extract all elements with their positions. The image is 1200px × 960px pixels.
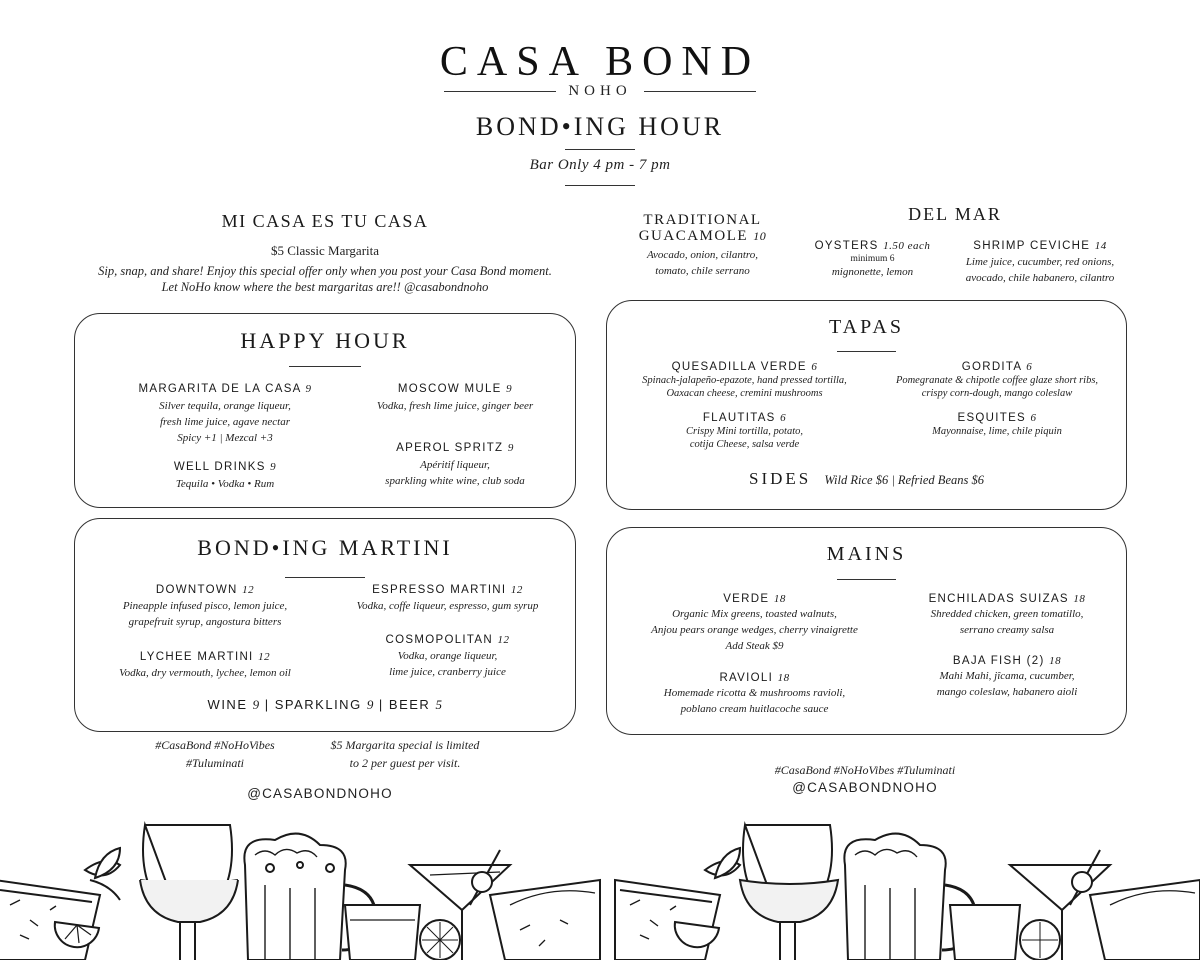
menu-item [617, 672, 892, 717]
menu-item [95, 461, 355, 492]
item-desc: avocado, chile habanero, cilantro [965, 272, 1115, 284]
item-desc: serrano creamy salsa [959, 624, 1055, 636]
menu-item [892, 655, 1122, 700]
martini-title: BOND•ING MARTINI [197, 535, 453, 560]
item-desc: Pineapple infused pisco, lemon juice, [122, 600, 288, 612]
tapas-section [606, 300, 1127, 510]
wine-label: WINE [207, 697, 248, 712]
item-price: 12 [510, 584, 523, 596]
item-desc: Vodka, dry vermouth, lychee, lemon oil [119, 667, 291, 679]
item-name: LYCHEE MARTINI [139, 651, 254, 663]
promo-subtitle: $5 Classic Margarita [270, 243, 380, 258]
beer-price: 5 [435, 697, 443, 712]
item-desc: fresh lime juice, agave nectar [159, 416, 291, 428]
menu-item [325, 584, 570, 614]
item-desc: grapefruit syrup, angostura bitters [128, 616, 282, 628]
item-name: WELL DRINKS [173, 461, 266, 473]
item-name: APEROL SPRITZ [396, 442, 504, 454]
menu-item [892, 593, 1122, 638]
item-price: 12 [242, 584, 255, 596]
item-price: 18 [773, 593, 786, 605]
item-price: 6 [811, 361, 818, 373]
item-desc: crispy corn-dough, mango coleslaw [921, 388, 1073, 399]
item-desc: mignonette, lemon [831, 266, 914, 278]
hashtags-line: #CasaBond #NoHoVibes [155, 738, 275, 752]
item-desc: Crispy Mini tortilla, potato, [686, 426, 803, 437]
item-desc: Anjou pears orange wedges, cherry vinaigrette [651, 624, 858, 636]
sparkling-price: 9 [366, 697, 374, 712]
tapas-title: TAPAS [829, 316, 904, 338]
divider [285, 577, 365, 578]
social-handle[interactable]: @CASABONDNOHO [792, 780, 938, 795]
brand-location: NOHO [568, 83, 632, 99]
menu-item [325, 634, 570, 680]
item-name: GUACAMOLE [638, 228, 749, 244]
item-desc: Avocado, onion, cilantro, [646, 249, 759, 261]
drinks-illustration [0, 810, 1200, 960]
item-price: 1.50 each [883, 240, 931, 252]
item-desc: mango coleslaw, habanero aioli [936, 686, 1078, 698]
del-mar-title: DEL MAR [908, 204, 1002, 224]
hashtags: #CasaBond #NoHoVibes #Tuluminati [774, 763, 956, 777]
item-desc: Organic Mix greens, toasted walnuts, [672, 608, 837, 620]
item-name: ENCHILADAS SUIZAS [928, 593, 1069, 605]
item-name: RAVIOLI [719, 672, 774, 684]
menu-item [340, 383, 570, 414]
wine-beer-line: WINE 9 | SPARKLING 9 | BEER 5 [207, 697, 443, 712]
sides-items: Wild Rice $6 | Refried Beans $6 [824, 473, 984, 487]
menu-item [617, 412, 872, 451]
item-name: QUESADILLA VERDE [671, 361, 807, 373]
divider [289, 366, 361, 367]
hashtags-line: #Tuluminati [185, 756, 244, 770]
menu-item [90, 584, 320, 630]
divider [565, 149, 635, 150]
social-handle[interactable]: @CASABONDNOHO [247, 786, 393, 801]
item-price: 6 [1030, 412, 1037, 424]
item-desc: Oaxacan cheese, cremini mushrooms [666, 388, 823, 399]
menu-item [90, 651, 320, 681]
happy-hour-section [74, 313, 576, 508]
sparkling-label: SPARKLING [274, 697, 362, 712]
item-price: 12 [497, 634, 510, 646]
divider [837, 579, 896, 580]
promo-text-2: Let NoHo know where the best margaritas are!! @casabondnoho [161, 280, 489, 294]
item-desc: Shredded chicken, green tomatillo, [930, 608, 1084, 620]
item-name: VERDE [723, 593, 770, 605]
item-name: ESQUITES [957, 412, 1027, 424]
item-desc: Silver tequila, orange liqueur, [159, 400, 291, 412]
item-name: COSMOPOLITAN [385, 634, 493, 646]
item-desc: Homemade ricotta & mushrooms ravioli, [663, 687, 846, 699]
item-name: DOWNTOWN [155, 584, 238, 596]
sides-label: SIDES [749, 469, 812, 488]
item-desc: Mahi Mahi, jîcama, cucumber, [939, 670, 1075, 682]
sides-line [607, 469, 1126, 489]
item-desc: sparkling white wine, club soda [385, 475, 525, 487]
note-line: $5 Margarita special is limited [330, 738, 480, 752]
promo-text-1: Sip, snap, and share! Enjoy this special offer only when you post your Casa Bond moment. [98, 264, 552, 278]
item-price: 12 [258, 651, 271, 663]
hashtags [140, 736, 290, 772]
item-desc: poblano cream huitlacoche sauce [680, 703, 829, 715]
item-price: 9 [305, 383, 312, 395]
menu-item [617, 361, 872, 400]
item-desc: Apéritif liqueur, [420, 459, 490, 471]
item-desc: Mayonnaise, lime, chile piquin [932, 426, 1062, 437]
item-desc: Spicy +1 | Mezcal +3 [177, 432, 273, 444]
item-price: 18 [1049, 655, 1062, 667]
item-desc: Pomegranate & chipotle coffee glaze short ribs, [895, 375, 1099, 386]
item-price: 6 [1026, 361, 1033, 373]
item-desc: Lime juice, cucumber, red onions, [965, 256, 1115, 268]
drinks-illustration-right [615, 825, 1200, 960]
item-desc: Tequila • Vodka • Rum [175, 478, 275, 490]
item-name: OYSTERS [814, 240, 879, 252]
drinks-illustration-left [0, 825, 600, 960]
mains-section [606, 527, 1127, 735]
menu-item [617, 593, 892, 654]
mains-title: MAINS [826, 543, 907, 565]
item-price: 14 [1094, 240, 1107, 252]
menu-item [95, 383, 355, 446]
menu-item [340, 442, 570, 489]
wine-price: 9 [252, 697, 260, 712]
item-desc: Vodka, orange liqueur, [397, 650, 498, 662]
divider [837, 351, 896, 352]
margarita-note [310, 736, 500, 772]
item-desc: cotija Cheese, salsa verde [689, 439, 800, 450]
menu-item [945, 240, 1135, 286]
brand-name: CASA BOND [439, 39, 761, 85]
happy-hour-title: HAPPY HOUR [240, 328, 410, 353]
item-name: GORDITA [961, 361, 1022, 373]
menu-item [872, 412, 1122, 438]
menu-item [872, 361, 1122, 400]
item-name: ESPRESSO MARTINI [372, 584, 507, 596]
item-name: BAJA FISH (2) [952, 655, 1045, 667]
hours: Bar Only 4 pm - 7 pm [529, 157, 671, 173]
item-price: 18 [1073, 593, 1086, 605]
item-price: 10 [753, 229, 767, 243]
item-price: 9 [506, 383, 513, 395]
martini-section [74, 518, 576, 732]
item-desc: Vodka, fresh lime juice, ginger beer [376, 400, 534, 412]
item-name: TRADITIONAL [643, 212, 762, 228]
item-desc: Spinach-jalapeño-epazote, hand pressed tortilla, [642, 375, 847, 386]
note-line: to 2 per guest per visit. [349, 756, 461, 770]
item-desc: Add Steak $9 [725, 640, 784, 652]
item-price: 9 [270, 461, 277, 473]
promo-title: MI CASA ES TU CASA [221, 211, 429, 231]
guacamole-item [615, 212, 790, 279]
divider [565, 185, 635, 186]
item-name: MARGARITA DE LA CASA [138, 383, 302, 395]
item-name: SHRIMP CEVICHE [973, 240, 1091, 252]
item-note: minimum 6 [850, 254, 895, 264]
item-desc: Vodka, coffe liqueur, espresso, gum syrup [356, 600, 539, 612]
item-desc: tomato, chile serrano [655, 265, 750, 277]
item-price: 18 [777, 672, 790, 684]
beer-label: BEER [388, 697, 431, 712]
menu-item [800, 240, 945, 280]
item-price: 6 [780, 412, 787, 424]
item-desc: lime juice, cranberry juice [389, 666, 506, 678]
item-name: MOSCOW MULE [397, 383, 502, 395]
item-price: 9 [507, 442, 514, 454]
item-name: FLAUTITAS [702, 412, 776, 424]
page-title: BOND•ING HOUR [475, 112, 725, 141]
